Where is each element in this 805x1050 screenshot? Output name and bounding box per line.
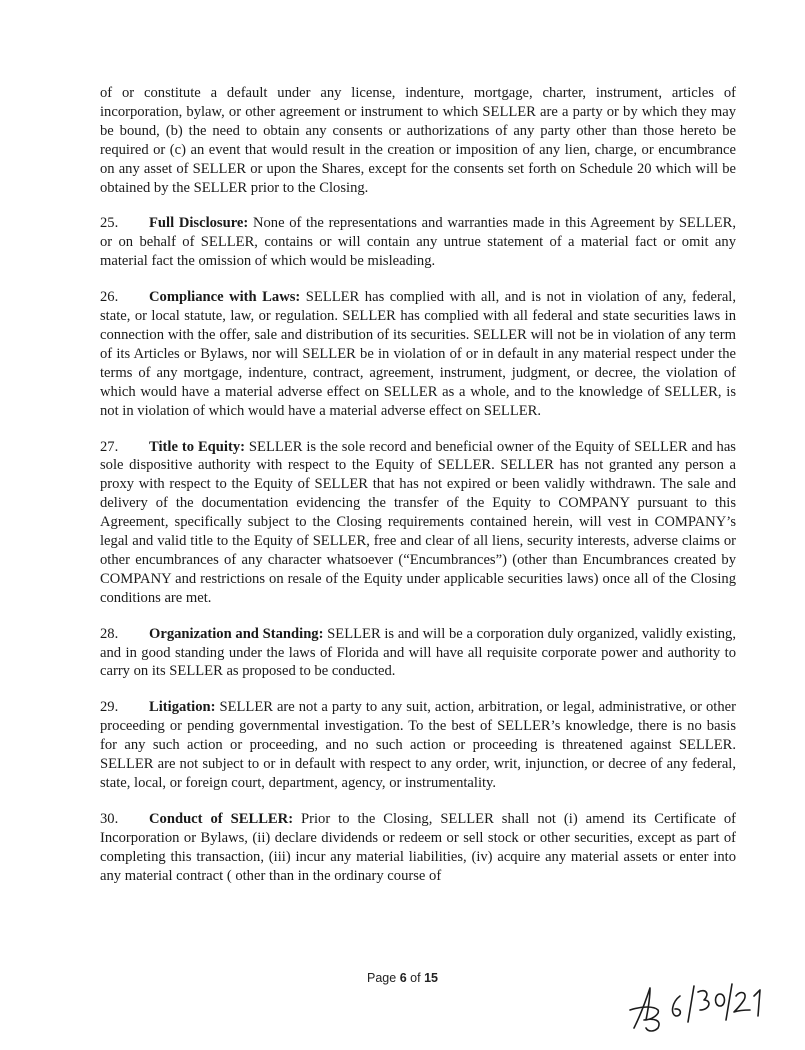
- total-pages-number: 15: [424, 971, 438, 985]
- date-digit-stroke: [673, 996, 681, 1016]
- section-heading: Litigation:: [149, 699, 216, 716]
- section-heading: Title to Equity:: [149, 438, 245, 455]
- section-26: [100, 288, 736, 420]
- section-27: [100, 438, 736, 608]
- date-digit-stroke: [754, 990, 760, 1016]
- date-slash-stroke: [688, 986, 694, 1022]
- section-number: 26.: [100, 289, 119, 306]
- section-25: [100, 214, 736, 271]
- section-heading: Conduct of SELLER:: [149, 810, 294, 827]
- page-word: Page: [367, 971, 397, 985]
- of-word: of: [410, 971, 421, 985]
- section-heading: Full Disclosure:: [149, 215, 249, 232]
- date-digit-stroke: [734, 993, 750, 1012]
- date-slash-stroke: [726, 984, 732, 1020]
- section-heading: Organization and Standing:: [149, 625, 324, 642]
- date-digit-stroke: [716, 994, 725, 1006]
- section-29: [100, 698, 736, 793]
- section-text: Prior to the Closing, SELLER shall not (i) amend its Certificate of Incorporation or Bylaws, (ii) declare dividends or redeem or sell stock or other securities, except as part of completing this transaction, (iii) incur any material liabilities, (iv) acquire any material assets or enter into any material contract ( other than in the ordinary course of: [100, 810, 736, 884]
- section-number: 29.: [100, 699, 119, 716]
- section-heading: Compliance with Laws:: [149, 289, 301, 306]
- current-page-number: 6: [399, 971, 407, 985]
- section-text: SELLER are not a party to any suit, action, arbitration, or legal, administrative, or other proceeding or pending governmental investigation. To the best of SELLER’s knowledge, there is no basis for any such action or proceeding, and no such action or proceeding is threatened against SELLER. SELLER are not subject to or in default with respect to any order, writ, injunction, or decree of any federal, state, local, or foreign court, department, agency, or instrumentality.: [100, 699, 736, 791]
- section-text: None of the representations and warranties made in this Agreement by SELLER, or on behalf of SELLER, contains or will contain any untrue statement of a material fact or omit any material fact the omission of which would be misleading.: [100, 215, 736, 270]
- section-number: 27.: [100, 438, 119, 455]
- section-text: SELLER is and will be a corporation duly organized, validly existing, and in good standing under the laws of Florida and will have all requisite corporate power and authority to carry on its SELLER as proposed to be conducted.: [100, 625, 736, 680]
- document-page: [100, 84, 736, 903]
- section-number: 25.: [100, 215, 119, 232]
- section-text: SELLER is the sole record and beneficial owner of the Equity of SELLER and has sole dispositive authority with respect to the Equity of SELLER. SELLER has not granted any person a proxy with respect to the Equity of SELLER that has not expired or been validly withdrawn. The sale and delivery of the documentation evidencing the transfer of the Equity to COMPANY pursuant to this Agreement, specifically subject to the Closing requirements contained herein, will vest in COMPANY’s legal and valid title to the Equity of SELLER, free and clear of all liens, security interests, adverse claims or other encumbrances of any character whatsoever (“Encumbrances”) (other than Encumbrances created by COMPANY and restrictions on resale of the Equity under applicable securities laws) once all of the Closing conditions are met.: [100, 438, 736, 606]
- section-28: [100, 625, 736, 682]
- section-30: [100, 810, 736, 886]
- section-number: 30.: [100, 810, 119, 827]
- section-text: SELLER has complied with all, and is not in violation of any, federal, state, or local statute, law, or regulation. SELLER has complied with all federal and state securities laws in connection with the offer, sale and distribution of its securities. SELLER will not be in violation of any term of its Articles or Bylaws, nor will SELLER be in violation of or in default in any material respect under the terms of any mortgage, indenture, contract, agreement, instrument, judgment, or decree, the violation of which would have a material adverse effect on SELLER as a whole, and to the knowledge of SELLER, is not in violation of which would have a material adverse effect on SELLER.: [100, 289, 737, 419]
- intro-paragraph: of or constitute a default under any license, indenture, mortgage, charter, instrument, articles of incorporation, bylaw, or other agreement or instrument to which SELLER are a party or by which they may be bound, (b) the need to obtain any consents or authorizations of any party other than those hereto be required or (c) an event that would result in the creation or imposition of any lien, charge, or encumbrance on any asset of SELLER or upon the Shares, except for the consents set forth on Schedule 20 which will be obtained by the SELLER prior to the Closing.: [100, 85, 736, 196]
- date-digit-stroke: [698, 991, 709, 1010]
- section-number: 28.: [100, 625, 119, 642]
- handwritten-signature-date: [628, 976, 768, 1036]
